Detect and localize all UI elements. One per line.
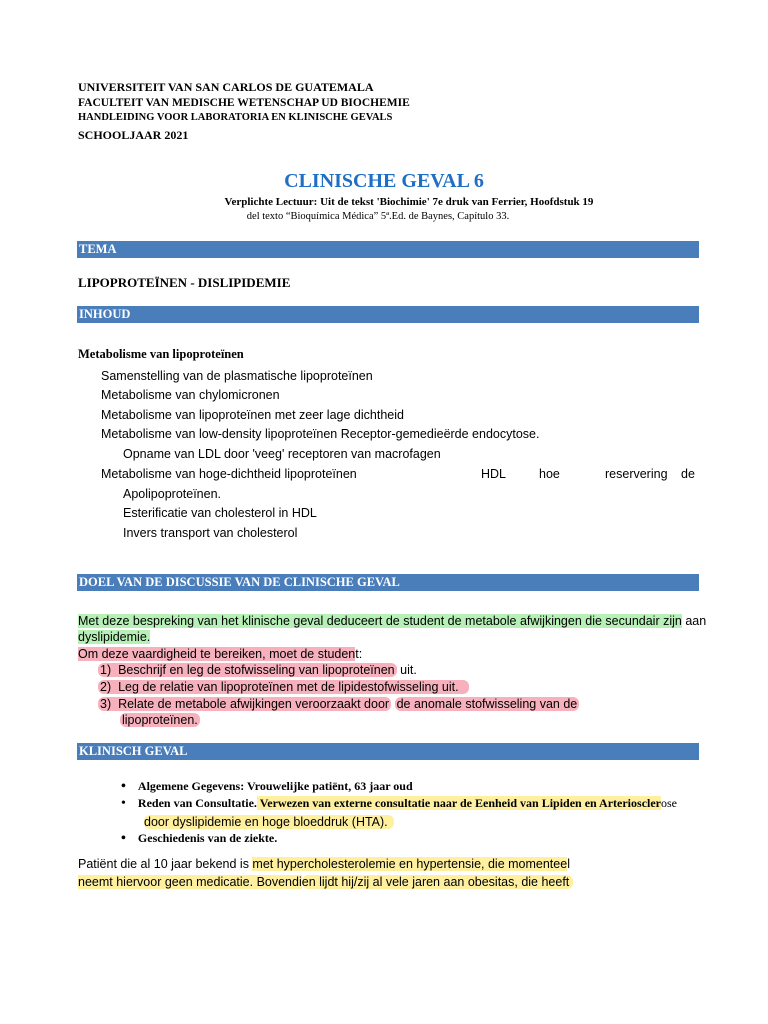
highlight-pink: Om deze vaardigheid te bereiken, moet de studen: [78, 647, 356, 661]
inhoud-subitem: Invers transport van cholesterol: [123, 526, 298, 540]
goal-item: [98, 679, 469, 695]
bullet-dot-icon: •: [121, 779, 126, 794]
section-bar-label: TEMA: [79, 242, 117, 256]
inhoud-item: Metabolisme van low-density lipoproteïnen Receptor-gemedieërde endocytose.: [101, 427, 540, 441]
inhoud-subitem: Esterificatie van cholesterol in HDL: [123, 506, 317, 520]
faculty-name: FACULTEIT VAN MEDISCHE WETENSCHAP UD BIOCHEMIE: [78, 97, 410, 109]
highlight-green: Met deze bespreking van het klinische geval deduceert de student de metabole afwijkingen die secundair zijn: [78, 614, 682, 628]
inhoud-subitem: Opname van LDL door 'veeg' receptoren van macrofagen: [123, 447, 441, 461]
highlight-pink: 3) Relate de metabole afwijkingen veroorzaakt door: [100, 697, 390, 711]
section-bar-tema: [77, 241, 699, 258]
section-bar-label: INHOUD: [79, 307, 131, 321]
manual-name: HANDLEIDING VOOR LABORATORIA EN KLINISCHE GEVALS: [78, 112, 393, 123]
doel-paragraph-line-1: Met deze bespreking van het klinische geval deduceert de student de metabole afwijkingen die secundair zijn aan: [78, 614, 707, 628]
inhoud-word: hoe: [539, 467, 560, 481]
goal-continuation: [120, 712, 200, 728]
case-paragraph-line-2: [78, 874, 573, 890]
page-title: CLINISCHE GEVAL 6: [284, 170, 484, 192]
inhoud-item: Samenstelling van de plasmatische lipoproteïnen: [101, 369, 373, 383]
case-bullet: • Reden van Consultatie. Verwezen van externe consultatie naar de Eenheid van Lipiden en Arteriosclerose: [121, 796, 678, 811]
inhoud-item: Metabolisme van hoge-dichtheid lipoproteïnen: [101, 467, 357, 481]
highlight-yellow: en lijdt hij/zij al vele jaren aan obesitas, die heeft: [302, 875, 574, 889]
lectuur-line-1: Verplichte Lectuur: Uit de tekst 'Biochimie' 7e druk van Ferrier, Hoofdstuk 19: [224, 196, 594, 208]
highlight-green: dyslipidemie.: [78, 630, 151, 644]
lectuur-line-2: del texto “Bioquímica Médica” 5ª.Ed. de Baynes, Capítulo 33.: [246, 211, 510, 222]
inhoud-word: reservering: [605, 467, 668, 481]
case-bullet: • Geschiedenis van de ziekte.: [121, 831, 278, 846]
highlight-yellow: door dyslipidemie en hoge bloeddruk (HTA).: [144, 815, 394, 829]
inhoud-main-item: [78, 347, 244, 362]
highlight-pink: 2) Leg de relatie van lipoproteïnen met de lipidestofwisseling uit.: [98, 680, 469, 694]
doel-paragraph-line-2: [78, 629, 150, 645]
section-bar-label: KLINISCH GEVAL: [79, 744, 188, 758]
highlight-yellow: met hypercholesterolemie en hypertensie, die momentee: [252, 857, 568, 871]
goal-item: 1) Beschrijf en leg de stofwisseling van lipoproteïnen uit.: [100, 663, 417, 677]
case-bullet-continuation: [144, 814, 394, 830]
highlight-pink: lipoproteïnen.: [122, 713, 198, 727]
highlight-yellow: Verwezen van externe consultatie naar de Eenheid van Lipiden en Arterioscler: [256, 796, 662, 810]
bullet-dot-icon: •: [121, 796, 126, 811]
tema-text: LIPOPROTEÏNEN - DISLIPIDEMIE: [78, 275, 291, 290]
highlight-pink: 1) Beschrijf en leg de stofwisseling van lipoproteïnen: [100, 663, 395, 677]
highlight-yellow: neemt hiervoor geen medicatie. Bovendi: [78, 875, 302, 889]
inhoud-word: de: [681, 467, 695, 481]
inhoud-continuation: Apolipoproteïnen.: [123, 487, 221, 501]
case-paragraph-line-1: Patiënt die al 10 jaar bekend is met hypercholesterolemie en hypertensie, die momenteel: [78, 857, 570, 871]
highlight-pink: de anomale stofwisseling van de: [396, 697, 578, 711]
case-bullet: • Algemene Gegevens: Vrouwelijke patiënt, 63 jaar oud: [121, 779, 413, 794]
inhoud-item: Metabolisme van lipoproteïnen met zeer lage dichtheid: [101, 408, 404, 422]
section-bar-doel: [77, 574, 699, 591]
bullet-dot-icon: •: [121, 831, 126, 846]
section-bar-inhoud: [77, 306, 699, 323]
school-year: SCHOOLJAAR 2021: [78, 128, 189, 142]
inhoud-main-label: Metabolisme van lipoproteïnen: [78, 347, 244, 361]
section-bar-klinisch: [77, 743, 699, 760]
doel-paragraph-line-3: Om deze vaardigheid te bereiken, moet de student:: [78, 647, 363, 661]
inhoud-item: Metabolisme van chylomicronen: [101, 388, 280, 402]
section-bar-label: DOEL VAN DE DISCUSSIE VAN DE CLINISCHE GEVAL: [79, 575, 400, 589]
goal-item: [98, 696, 579, 712]
university-name: UNIVERSITEIT VAN SAN CARLOS DE GUATEMALA: [78, 80, 374, 94]
inhoud-word: HDL: [481, 467, 507, 481]
